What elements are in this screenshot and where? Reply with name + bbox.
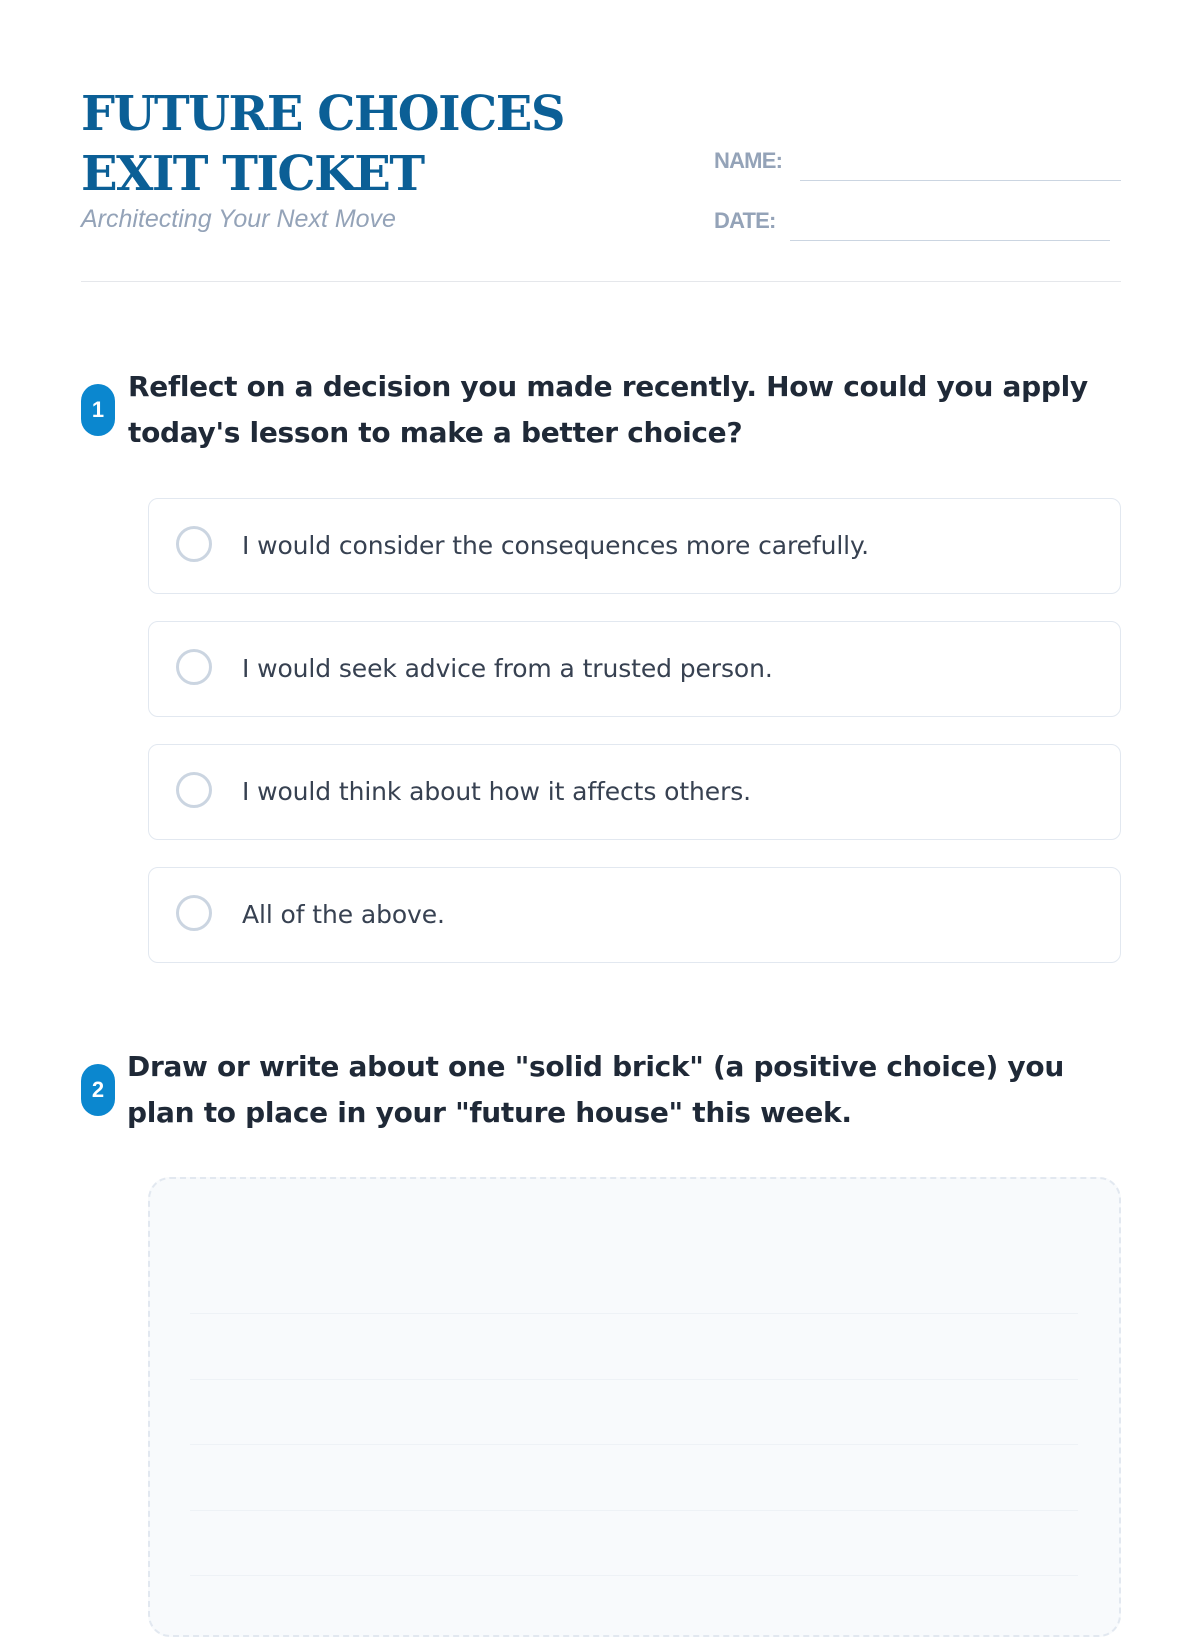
- option-label: I would consider the consequences more carefully.: [242, 531, 869, 560]
- writing-rule-line: [190, 1313, 1078, 1314]
- date-line[interactable]: [790, 240, 1110, 241]
- option-seek-advice[interactable]: [148, 621, 1121, 717]
- option-affects-others[interactable]: [148, 744, 1121, 840]
- name-line[interactable]: [800, 180, 1121, 181]
- header-divider: [81, 281, 1121, 282]
- writing-rule-line: [190, 1510, 1078, 1511]
- question-number-badge: 2: [81, 1064, 115, 1116]
- date-field[interactable]: [714, 208, 1164, 242]
- radio-circle-icon[interactable]: [176, 772, 212, 808]
- page-subtitle: Architecting Your Next Move: [81, 205, 396, 233]
- radio-circle-icon[interactable]: [176, 895, 212, 931]
- writing-rule-line: [190, 1444, 1078, 1445]
- writing-rule-line: [190, 1379, 1078, 1380]
- option-consequences[interactable]: [148, 498, 1121, 594]
- date-label: DATE:: [714, 208, 776, 233]
- option-label: All of the above.: [242, 900, 445, 929]
- question-number-badge: 1: [81, 384, 115, 436]
- option-label: I would seek advice from a trusted person.: [242, 654, 773, 683]
- radio-circle-icon[interactable]: [176, 526, 212, 562]
- radio-circle-icon[interactable]: [176, 649, 212, 685]
- drawing-answer-area[interactable]: [148, 1177, 1121, 1637]
- name-field[interactable]: [714, 148, 1164, 182]
- answer-options: [148, 498, 1121, 990]
- option-all-of-the-above[interactable]: [148, 867, 1121, 963]
- writing-rule-line: [190, 1575, 1078, 1576]
- option-label: I would think about how it affects others.: [242, 777, 752, 806]
- question-text: Reflect on a decision you made recently. How could you apply today's lesson to make a better choice?: [128, 370, 1088, 449]
- name-label: NAME:: [714, 148, 783, 173]
- question-text: Draw or write about one "solid brick" (a positive choice) you plan to place in your "future house" this week.: [127, 1050, 1064, 1129]
- page-title: FUTURE CHOICES EXIT TICKET: [81, 86, 564, 202]
